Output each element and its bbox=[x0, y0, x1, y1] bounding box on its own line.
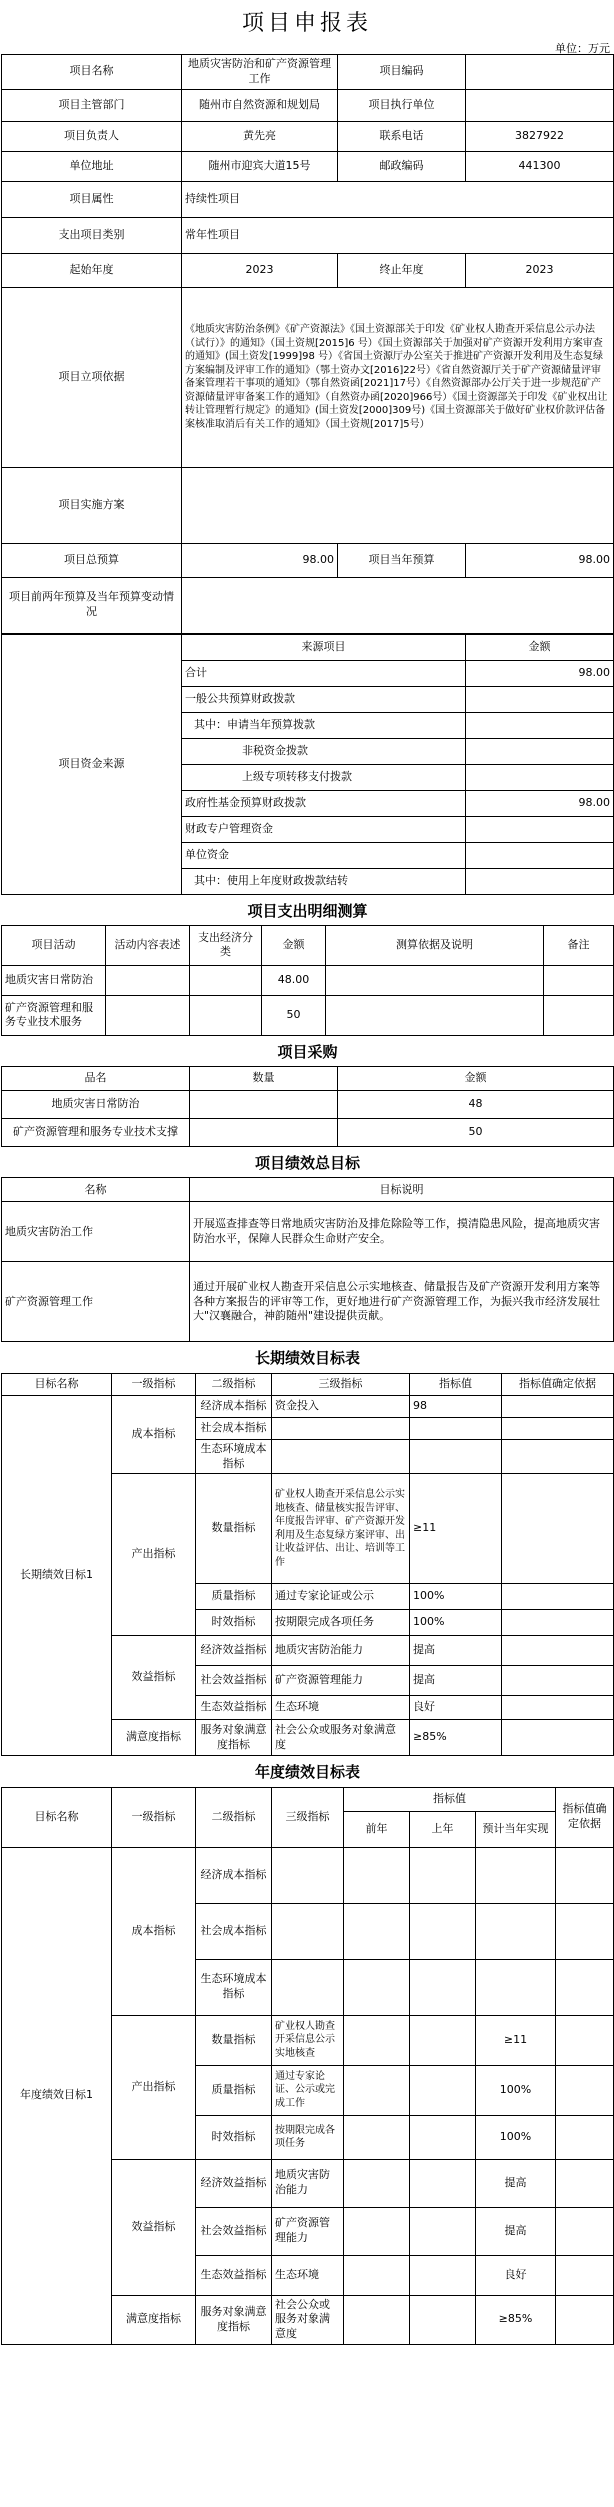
funds-row-name: 一般公共预算财政拨款 bbox=[182, 686, 466, 712]
annual-prev bbox=[344, 1959, 410, 2015]
project-dept: 随州市自然资源和规划局 bbox=[182, 89, 338, 121]
annual-basis bbox=[556, 2207, 614, 2255]
long-output: 产出指标 bbox=[112, 1474, 196, 1636]
long-basis bbox=[502, 1666, 614, 1696]
annual-val: 100% bbox=[476, 2115, 556, 2159]
annual-val: ≥11 bbox=[476, 2015, 556, 2065]
detail-activity: 矿产资源管理和服务专业技术服务 bbox=[2, 995, 106, 1035]
long-basis bbox=[502, 1720, 614, 1756]
annual-prev bbox=[344, 1903, 410, 1959]
long-val: 良好 bbox=[410, 1696, 502, 1720]
detail-basis bbox=[326, 995, 544, 1035]
annual-val bbox=[476, 1847, 556, 1903]
total-label: 项目总预算 bbox=[2, 543, 182, 577]
end-value: 2023 bbox=[466, 253, 614, 287]
funds-row-amount bbox=[466, 842, 614, 868]
annual-basis bbox=[556, 2065, 614, 2115]
annual-val: 良好 bbox=[476, 2255, 556, 2295]
basis-value: 《地质灾害防治条例》《矿产资源法》《国土资源部关于印发《矿业权人勘查开采信息公示办法（试行）》的通知》（国土资规[2015]6 号）《国土资源部关于加强对矿产资源开发利用方案审查的通知》(国土资发[1999]98 号）《省国土资源厅办公室关于推进矿产资源开发利用及生态复绿方案编制及评审工作的通知》（鄂土资办文[2016]22号）《省自然资源厅关于矿产资源储量评审备案管理若干事项的通知》（鄂自然资函[2021]17号）《自然资源部办公厅关于进一步规范矿产资源储量评审备案工作的通知》（自然资办函[2020]966号）《国土资源部关于印发《矿业权出让转让管理暂行规定》的通知》(国土资发[2000]309号)《国土资源部关于做好矿业权价款评估备案核准取消后有关工作的通知》（国土资规[2017]5号） bbox=[182, 287, 614, 467]
long-l3 bbox=[272, 1417, 410, 1439]
leader-label: 项目负责人 bbox=[2, 121, 182, 151]
detail-class bbox=[190, 995, 262, 1035]
addr-value: 随州市迎宾大道15号 bbox=[182, 151, 338, 181]
annual-prev bbox=[344, 2295, 410, 2345]
annual-basis bbox=[556, 2159, 614, 2207]
phone-label: 联系电话 bbox=[338, 121, 466, 151]
detail-note bbox=[544, 995, 614, 1035]
annual-last bbox=[410, 2295, 476, 2345]
detail-table bbox=[1, 895, 614, 1036]
detail-head: 金额 bbox=[262, 925, 326, 965]
goal-row bbox=[2, 1202, 614, 1262]
annual-cost: 成本指标 bbox=[112, 1847, 196, 2015]
change-value bbox=[182, 577, 614, 633]
long-l2: 经济效益指标 bbox=[196, 1636, 272, 1666]
long-l3: 按期限完成各项任务 bbox=[272, 1610, 410, 1636]
zip-value: 441300 bbox=[466, 151, 614, 181]
funds-row-amount bbox=[466, 686, 614, 712]
start-value: 2023 bbox=[182, 253, 338, 287]
annual-l2: 生态效益指标 bbox=[196, 2255, 272, 2295]
funds-row-amount: 98.00 bbox=[466, 790, 614, 816]
long-l2: 社会效益指标 bbox=[196, 1666, 272, 1696]
long-satis: 满意度指标 bbox=[112, 1720, 196, 1756]
attr-label: 项目属性 bbox=[2, 181, 182, 217]
annual-l3: 地质灾害防治能力 bbox=[272, 2159, 344, 2207]
long-basis bbox=[502, 1474, 614, 1584]
funds-row-name: 单位资金 bbox=[182, 842, 466, 868]
annual-output: 产出指标 bbox=[112, 2015, 196, 2159]
funds-row-amount bbox=[466, 816, 614, 842]
zip-label: 邮政编码 bbox=[338, 151, 466, 181]
long-l2: 时效指标 bbox=[196, 1610, 272, 1636]
detail-basis bbox=[326, 965, 544, 995]
funds-row-amount bbox=[466, 712, 614, 738]
detail-note bbox=[544, 965, 614, 995]
annual-head: 指标值 bbox=[344, 1787, 556, 1811]
funds-row-name: 非税资金拨款 bbox=[182, 738, 466, 764]
annual-l2: 社会成本指标 bbox=[196, 1903, 272, 1959]
purchase-title: 项目采购 bbox=[277, 1042, 338, 1061]
annual-l2: 经济效益指标 bbox=[196, 2159, 272, 2207]
long-head: 指标值 bbox=[410, 1373, 502, 1395]
long-term-table bbox=[1, 1342, 614, 1756]
detail-amount: 50 bbox=[262, 995, 326, 1035]
year-value: 98.00 bbox=[466, 543, 614, 577]
long-l2: 质量指标 bbox=[196, 1584, 272, 1610]
annual-head: 一级指标 bbox=[112, 1787, 196, 1847]
long-basis bbox=[502, 1696, 614, 1720]
long-l2: 生态效益指标 bbox=[196, 1696, 272, 1720]
long-l3: 资金投入 bbox=[272, 1395, 410, 1417]
purchase-head: 品名 bbox=[2, 1067, 190, 1091]
annual-val bbox=[476, 1903, 556, 1959]
annual-prev bbox=[344, 2207, 410, 2255]
annual-l3: 按期限完成各项任务 bbox=[272, 2115, 344, 2159]
project-name: 地质灾害防治和矿产资源管理工作 bbox=[182, 55, 338, 90]
basis-label: 项目立项依据 bbox=[2, 287, 182, 467]
annual-last bbox=[410, 2159, 476, 2207]
purchase-qty bbox=[190, 1119, 338, 1147]
annual-l2: 社会效益指标 bbox=[196, 2207, 272, 2255]
annual-basis bbox=[556, 2255, 614, 2295]
goal-desc: 开展巡查排查等日常地质灾害防治及排危除险等工作，摸清隐患风险，提高地质灾害防治水平，保障人民群众生命财产安全。 bbox=[190, 1202, 614, 1262]
long-val: 100% bbox=[410, 1610, 502, 1636]
long-l3: 社会公众或服务对象满意度 bbox=[272, 1720, 410, 1756]
annual-table bbox=[1, 1756, 614, 2345]
detail-head: 活动内容表述 bbox=[106, 925, 190, 965]
detail-head: 备注 bbox=[544, 925, 614, 965]
funds-row-name: 上级专项转移支付拨款 bbox=[182, 764, 466, 790]
annual-head: 上年 bbox=[410, 1811, 476, 1847]
long-l2: 社会成本指标 bbox=[196, 1417, 272, 1439]
annual-last bbox=[410, 2015, 476, 2065]
project-code bbox=[466, 55, 614, 90]
year-label: 项目当年预算 bbox=[338, 543, 466, 577]
annual-last bbox=[410, 1847, 476, 1903]
code-label: 项目编码 bbox=[338, 55, 466, 90]
long-val bbox=[410, 1417, 502, 1439]
detail-head: 项目活动 bbox=[2, 925, 106, 965]
annual-val bbox=[476, 1959, 556, 2015]
long-l2: 生态环境成本指标 bbox=[196, 1439, 272, 1474]
annual-benefit: 效益指标 bbox=[112, 2159, 196, 2295]
annual-satis: 满意度指标 bbox=[112, 2295, 196, 2345]
annual-goal: 年度绩效目标1 bbox=[2, 1847, 112, 2345]
annual-head: 二级指标 bbox=[196, 1787, 272, 1847]
funds-row-name: 其中：申请当年预算拨款 bbox=[182, 712, 466, 738]
long-basis bbox=[502, 1584, 614, 1610]
annual-title: 年度绩效目标表 bbox=[255, 1763, 361, 1782]
annual-last bbox=[410, 1903, 476, 1959]
detail-desc bbox=[106, 965, 190, 995]
annual-prev bbox=[344, 2159, 410, 2207]
annual-l3: 通过专家论证、公示或完成工作 bbox=[272, 2065, 344, 2115]
change-label: 项目前两年预算及当年预算变动情况 bbox=[2, 577, 182, 633]
long-goal: 长期绩效目标1 bbox=[2, 1395, 112, 1756]
annual-l2: 质量指标 bbox=[196, 2065, 272, 2115]
annual-head: 预计当年实现 bbox=[476, 1811, 556, 1847]
project-exec bbox=[466, 89, 614, 121]
purchase-qty bbox=[190, 1091, 338, 1119]
project-leader: 黄先亮 bbox=[182, 121, 338, 151]
cat-value: 常年性项目 bbox=[182, 217, 614, 253]
annual-l3: 矿产资源管理能力 bbox=[272, 2207, 344, 2255]
funds-row-amount bbox=[466, 738, 614, 764]
annual-basis bbox=[556, 2295, 614, 2345]
funds-row-amount bbox=[466, 868, 614, 894]
funds-table bbox=[1, 634, 614, 895]
long-l2: 数量指标 bbox=[196, 1474, 272, 1584]
detail-head: 支出经济分类 bbox=[190, 925, 262, 965]
annual-basis bbox=[556, 1959, 614, 2015]
annual-l3 bbox=[272, 1959, 344, 2015]
goals-title: 项目绩效总目标 bbox=[255, 1154, 361, 1173]
funds-amount-head: 金额 bbox=[466, 634, 614, 660]
long-val: 98 bbox=[410, 1395, 502, 1417]
detail-activity: 地质灾害日常防治 bbox=[2, 965, 106, 995]
detail-class bbox=[190, 965, 262, 995]
long-head: 目标名称 bbox=[2, 1373, 112, 1395]
detail-amount: 48.00 bbox=[262, 965, 326, 995]
annual-l2: 生态环境成本指标 bbox=[196, 1959, 272, 2015]
funds-label: 项目资金来源 bbox=[2, 634, 182, 894]
detail-row bbox=[2, 995, 614, 1035]
long-basis bbox=[502, 1439, 614, 1474]
long-cost: 成本指标 bbox=[112, 1395, 196, 1474]
detail-title: 项目支出明细测算 bbox=[247, 901, 368, 920]
goal-name: 地质灾害防治工作 bbox=[2, 1202, 190, 1262]
annual-l3 bbox=[272, 1903, 344, 1959]
annual-head: 前年 bbox=[344, 1811, 410, 1847]
annual-basis bbox=[556, 1847, 614, 1903]
long-title: 长期绩效目标表 bbox=[255, 1349, 361, 1368]
purchase-row bbox=[2, 1091, 614, 1119]
long-head: 指标值确定依据 bbox=[502, 1373, 614, 1395]
purchase-item: 地质灾害日常防治 bbox=[2, 1091, 190, 1119]
plan-label: 项目实施方案 bbox=[2, 467, 182, 543]
long-basis bbox=[502, 1636, 614, 1666]
long-l3: 生态环境 bbox=[272, 1696, 410, 1720]
annual-l3 bbox=[272, 1847, 344, 1903]
long-l3: 矿业权人勘查开采信息公示实地核查、储量核实报告评审、年度报告评审、矿产资源开发利用及生态复绿方案评审、出让收益评估、出让、培训等工作 bbox=[272, 1474, 410, 1584]
annual-l3: 矿业权人勘查开采信息公示实地核查 bbox=[272, 2015, 344, 2065]
long-basis bbox=[502, 1395, 614, 1417]
funds-row-name: 政府性基金预算财政拨款 bbox=[182, 790, 466, 816]
annual-prev bbox=[344, 1847, 410, 1903]
goals-head: 目标说明 bbox=[190, 1178, 614, 1202]
goals-table bbox=[1, 1147, 614, 1342]
goal-row bbox=[2, 1262, 614, 1342]
detail-desc bbox=[106, 995, 190, 1035]
funds-row-name: 合计 bbox=[182, 660, 466, 686]
annual-l2: 时效指标 bbox=[196, 2115, 272, 2159]
long-l2: 服务对象满意度指标 bbox=[196, 1720, 272, 1756]
long-head: 二级指标 bbox=[196, 1373, 272, 1395]
funds-row-amount: 98.00 bbox=[466, 660, 614, 686]
dept-label: 项目主管部门 bbox=[2, 89, 182, 121]
long-basis bbox=[502, 1417, 614, 1439]
annual-l3: 社会公众或服务对象满意度 bbox=[272, 2295, 344, 2345]
funds-row-name: 其中：使用上年度财政拨款结转 bbox=[182, 868, 466, 894]
long-l3: 通过专家论证或公示 bbox=[272, 1584, 410, 1610]
annual-head: 指标值确定依据 bbox=[556, 1787, 614, 1847]
exec-label: 项目执行单位 bbox=[338, 89, 466, 121]
annual-val: 100% bbox=[476, 2065, 556, 2115]
goal-desc: 通过开展矿业权人勘查开采信息公示实地核查、储量报告及矿产资源开发利用方案等各种方案报告的评审等工作，更好地进行矿产资源管理工作，为振兴我市经济发展壮大"汉襄融合，神韵随州"建设提供贡献。 bbox=[190, 1262, 614, 1342]
annual-prev bbox=[344, 2015, 410, 2065]
annual-last bbox=[410, 2207, 476, 2255]
phone-value: 3827922 bbox=[466, 121, 614, 151]
annual-val: 提高 bbox=[476, 2159, 556, 2207]
basic-info-table bbox=[1, 54, 614, 634]
detail-head: 测算依据及说明 bbox=[326, 925, 544, 965]
long-benefit: 效益指标 bbox=[112, 1636, 196, 1720]
annual-l2: 经济成本指标 bbox=[196, 1847, 272, 1903]
purchase-row bbox=[2, 1119, 614, 1147]
annual-l2: 数量指标 bbox=[196, 2015, 272, 2065]
long-l3 bbox=[272, 1439, 410, 1474]
purchase-amount: 50 bbox=[338, 1119, 614, 1147]
cat-label: 支出项目类别 bbox=[2, 217, 182, 253]
annual-head: 三级指标 bbox=[272, 1787, 344, 1847]
page-title: 项目申报表 bbox=[241, 11, 372, 36]
annual-basis bbox=[556, 1903, 614, 1959]
annual-last bbox=[410, 2115, 476, 2159]
long-val bbox=[410, 1439, 502, 1474]
addr-label: 单位地址 bbox=[2, 151, 182, 181]
annual-last bbox=[410, 2065, 476, 2115]
annual-val: 提高 bbox=[476, 2207, 556, 2255]
funds-row-amount bbox=[466, 764, 614, 790]
annual-basis bbox=[556, 2115, 614, 2159]
annual-prev bbox=[344, 2115, 410, 2159]
total-value: 98.00 bbox=[182, 543, 338, 577]
annual-last bbox=[410, 1959, 476, 2015]
long-val: ≥11 bbox=[410, 1474, 502, 1584]
goals-head: 名称 bbox=[2, 1178, 190, 1202]
long-l3: 地质灾害防治能力 bbox=[272, 1636, 410, 1666]
annual-val: ≥85% bbox=[476, 2295, 556, 2345]
funds-source-head: 来源项目 bbox=[182, 634, 466, 660]
purchase-head: 数量 bbox=[190, 1067, 338, 1091]
long-val: 100% bbox=[410, 1584, 502, 1610]
annual-l3: 生态环境 bbox=[272, 2255, 344, 2295]
purchase-amount: 48 bbox=[338, 1091, 614, 1119]
long-basis bbox=[502, 1610, 614, 1636]
name-label: 项目名称 bbox=[2, 55, 182, 90]
long-l3: 矿产资源管理能力 bbox=[272, 1666, 410, 1696]
purchase-item: 矿产资源管理和服务专业技术支撑 bbox=[2, 1119, 190, 1147]
annual-prev bbox=[344, 2255, 410, 2295]
annual-head: 目标名称 bbox=[2, 1787, 112, 1847]
long-val: ≥85% bbox=[410, 1720, 502, 1756]
goal-name: 矿产资源管理工作 bbox=[2, 1262, 190, 1342]
start-label: 起始年度 bbox=[2, 253, 182, 287]
annual-prev bbox=[344, 2065, 410, 2115]
long-head: 三级指标 bbox=[272, 1373, 410, 1395]
unit-label: 单位：万元 bbox=[555, 42, 610, 55]
annual-basis bbox=[556, 2015, 614, 2065]
annual-l2: 服务对象满意度指标 bbox=[196, 2295, 272, 2345]
end-label: 终止年度 bbox=[338, 253, 466, 287]
long-l2: 经济成本指标 bbox=[196, 1395, 272, 1417]
funds-row-name: 财政专户管理资金 bbox=[182, 816, 466, 842]
long-val: 提高 bbox=[410, 1666, 502, 1696]
plan-value bbox=[182, 467, 614, 543]
long-val: 提高 bbox=[410, 1636, 502, 1666]
attr-value: 持续性项目 bbox=[182, 181, 614, 217]
long-head: 一级指标 bbox=[112, 1373, 196, 1395]
purchase-head: 金额 bbox=[338, 1067, 614, 1091]
purchase-table bbox=[1, 1036, 614, 1147]
detail-row bbox=[2, 965, 614, 995]
annual-last bbox=[410, 2255, 476, 2295]
